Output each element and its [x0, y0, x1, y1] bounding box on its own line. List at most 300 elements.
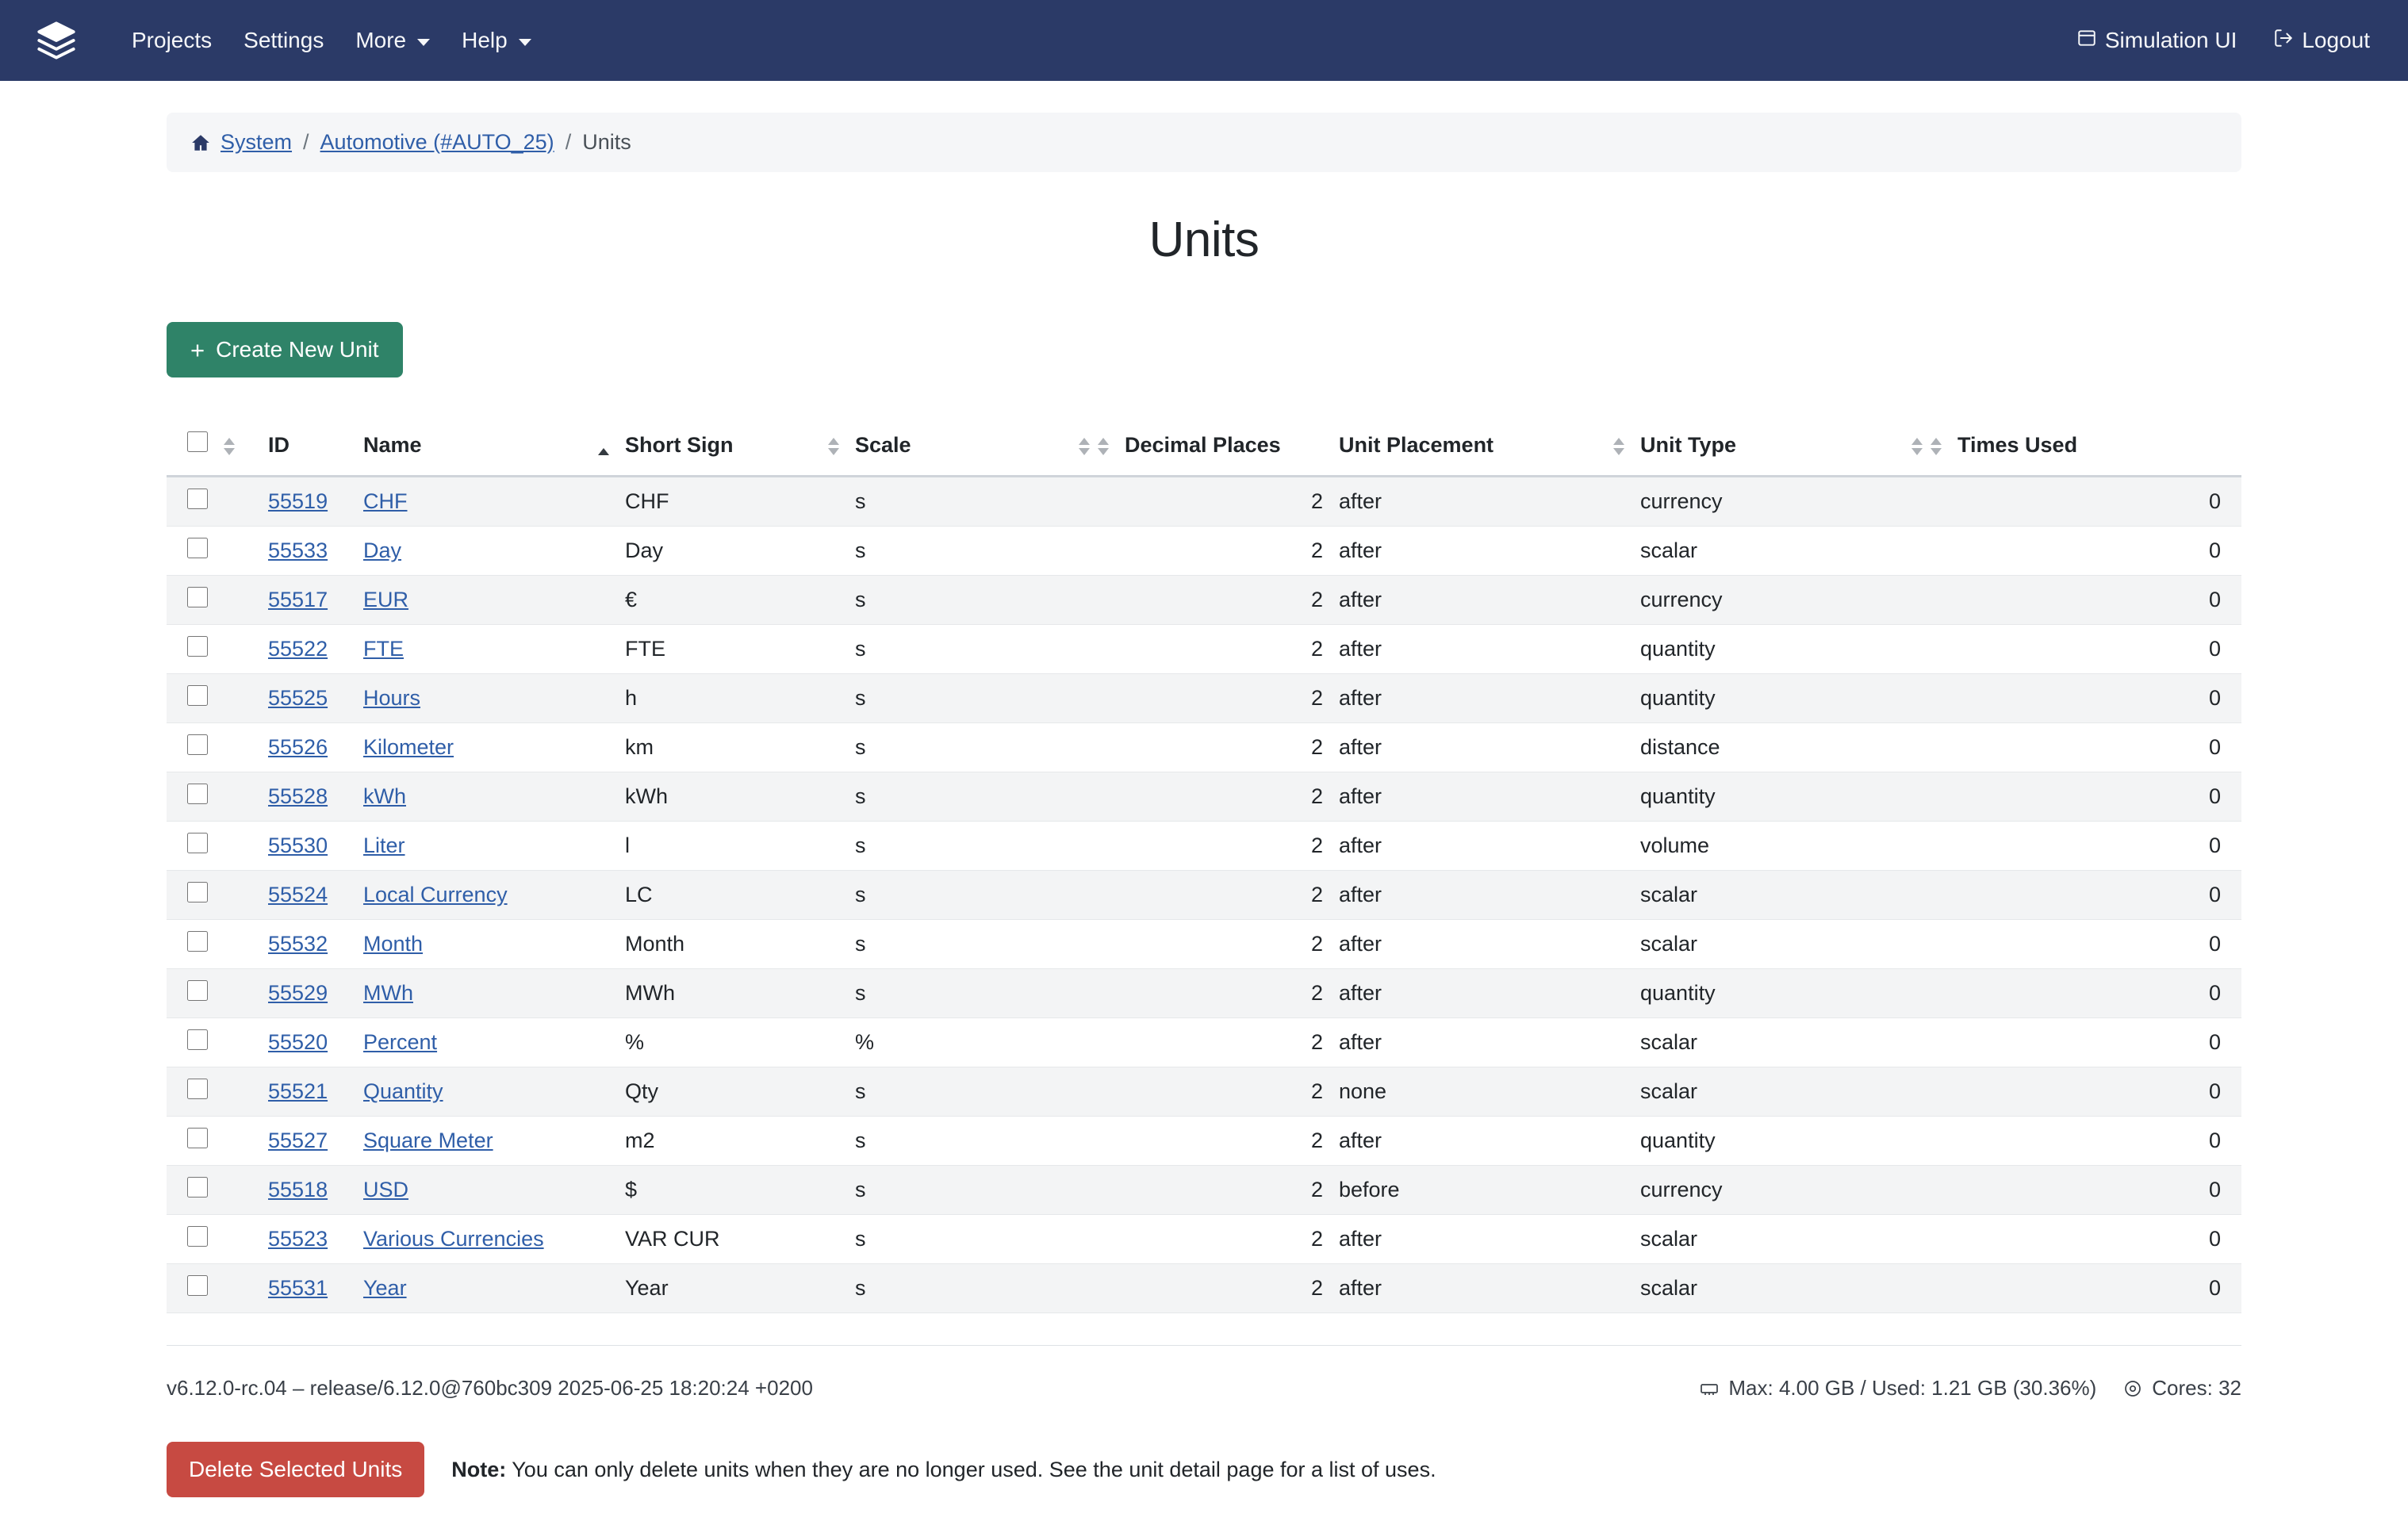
cell-id [260, 674, 355, 723]
sort-toggle-icon[interactable] [1911, 438, 1923, 455]
cell-unit-type: quantity [1632, 674, 1950, 723]
unit-name-link[interactable]: Month [363, 932, 424, 956]
cell-unit-placement: after [1331, 1215, 1632, 1264]
table-row [167, 969, 2241, 1018]
unit-name-link[interactable]: kWh [363, 784, 406, 808]
cell-unit-placement: after [1331, 1264, 1632, 1313]
cell-unit-type: quantity [1632, 969, 1950, 1018]
header-select-all [167, 417, 216, 477]
cell-scale: s [847, 871, 1117, 920]
unit-name-link[interactable]: Local Currency [363, 883, 508, 906]
cell-id [260, 1018, 355, 1067]
header-unit-type-label: Unit Type [1640, 433, 1736, 457]
table-row [167, 822, 2241, 871]
cell-decimal-places: 2 [1117, 527, 1331, 576]
delete-selected-units-button[interactable]: Delete Selected Units [167, 1442, 424, 1497]
cell-scale: s [847, 1264, 1117, 1313]
unit-name-link[interactable]: Day [363, 538, 402, 562]
cell-unit-placement: after [1331, 1018, 1632, 1067]
cell-id [260, 477, 355, 527]
cell-short-sign: m2 [617, 1117, 847, 1166]
row-select-cell [167, 1117, 216, 1166]
row-checkbox[interactable] [187, 1177, 208, 1198]
cell-id [260, 1166, 355, 1215]
row-spacer-cell [216, 527, 260, 576]
unit-id-link[interactable]: 55522 [268, 637, 328, 661]
row-select-cell [167, 1215, 216, 1264]
cell-unit-type: scalar [1632, 1018, 1950, 1067]
row-spacer-cell [216, 625, 260, 674]
cell-scale: s [847, 723, 1117, 772]
breadcrumb-separator: / [565, 130, 572, 154]
row-select-cell [167, 822, 216, 871]
row-select-cell [167, 723, 216, 772]
cell-short-sign: % [617, 1018, 847, 1067]
cell-decimal-places: 2 [1117, 1117, 1331, 1166]
memory-icon [1700, 1379, 1719, 1398]
footer-version: v6.12.0-rc.04 – release/6.12.0@760bc309 2025-06-25 18:20:24 +0200 [167, 1376, 813, 1400]
page-container [0, 113, 2408, 1401]
cell-short-sign: VAR CUR [617, 1215, 847, 1264]
cell-scale: % [847, 1018, 1117, 1067]
cell-unit-type: currency [1632, 477, 1950, 527]
footer-memory-text: Max: 4.00 GB / Used: 1.21 GB (30.36%) [1728, 1376, 2097, 1400]
cell-name [355, 674, 617, 723]
cell-unit-type: scalar [1632, 1215, 1950, 1264]
cell-times-used: 0 [1950, 1018, 2241, 1067]
cell-unit-type: scalar [1632, 1067, 1950, 1117]
plus-icon: + [190, 335, 205, 364]
cell-short-sign: $ [617, 1166, 847, 1215]
unit-id-link[interactable]: 55533 [268, 538, 328, 562]
cell-decimal-places: 2 [1117, 822, 1331, 871]
cell-times-used: 0 [1950, 1264, 2241, 1313]
nav-link-logout-label: Logout [2302, 28, 2370, 52]
row-checkbox[interactable] [187, 931, 208, 952]
row-checkbox[interactable] [187, 1079, 208, 1099]
cell-id [260, 969, 355, 1018]
header-times-used-label: Times Used [1957, 433, 2078, 457]
cell-scale: s [847, 1117, 1117, 1166]
nav-link-help-label: Help [462, 28, 508, 52]
header-decimal-places[interactable] [1117, 417, 1331, 477]
delete-note-label: Note: [451, 1457, 507, 1481]
cell-scale: s [847, 920, 1117, 969]
cell-id [260, 920, 355, 969]
row-checkbox[interactable] [187, 980, 208, 1001]
row-spacer-cell [216, 674, 260, 723]
cell-short-sign: FTE [617, 625, 847, 674]
sort-toggle-icon[interactable] [828, 438, 839, 455]
cell-times-used: 0 [1950, 1215, 2241, 1264]
unit-id-link[interactable]: 55531 [268, 1276, 328, 1300]
nav-right-group [2072, 20, 2375, 62]
cell-times-used: 0 [1950, 871, 2241, 920]
row-spacer-cell [216, 871, 260, 920]
header-name-label: Name [363, 433, 422, 457]
unit-id-link[interactable]: 55518 [268, 1178, 328, 1201]
cell-short-sign: h [617, 674, 847, 723]
create-new-unit-button[interactable] [167, 322, 403, 377]
row-select-cell [167, 1018, 216, 1067]
cell-id [260, 822, 355, 871]
cell-decimal-places: 2 [1117, 1264, 1331, 1313]
row-spacer-cell [216, 576, 260, 625]
cell-short-sign: kWh [617, 772, 847, 822]
unit-name-link[interactable]: Various Currencies [363, 1227, 544, 1251]
cell-unit-type: distance [1632, 723, 1950, 772]
unit-name-link[interactable]: MWh [363, 981, 413, 1005]
header-short-sign-label: Short Sign [625, 433, 734, 457]
row-spacer-cell [216, 772, 260, 822]
cell-name [355, 822, 617, 871]
cell-unit-placement: after [1331, 527, 1632, 576]
header-scale[interactable] [847, 417, 1117, 477]
cell-short-sign: LC [617, 871, 847, 920]
logout-icon [2273, 28, 2294, 54]
row-spacer-cell [216, 822, 260, 871]
table-row [167, 723, 2241, 772]
header-decimal-places-label: Decimal Places [1125, 433, 1281, 457]
cell-times-used: 0 [1950, 772, 2241, 822]
row-spacer-cell [216, 1215, 260, 1264]
cell-scale: s [847, 625, 1117, 674]
cell-unit-type: quantity [1632, 1117, 1950, 1166]
cell-unit-type: scalar [1632, 920, 1950, 969]
cell-scale: s [847, 527, 1117, 576]
nav-link-simulation-ui[interactable] [2072, 20, 2242, 62]
row-select-cell [167, 576, 216, 625]
footer-cores [2123, 1376, 2241, 1401]
bottom-action-bar-container [0, 1401, 2408, 1529]
cell-name [355, 920, 617, 969]
footer-memory [1700, 1376, 2096, 1401]
table-header-row [167, 417, 2241, 477]
cell-decimal-places: 2 [1117, 1166, 1331, 1215]
cell-decimal-places: 2 [1117, 969, 1331, 1018]
cell-short-sign: Day [617, 527, 847, 576]
row-select-cell [167, 1166, 216, 1215]
cell-name [355, 477, 617, 527]
row-select-cell [167, 674, 216, 723]
unit-id-link[interactable]: 55520 [268, 1030, 328, 1054]
row-checkbox[interactable] [187, 833, 208, 853]
cell-decimal-places: 2 [1117, 625, 1331, 674]
cell-unit-placement: after [1331, 723, 1632, 772]
cell-id [260, 527, 355, 576]
breadcrumb [167, 113, 2241, 172]
unit-name-link[interactable]: Square Meter [363, 1129, 493, 1152]
delete-note [451, 1458, 1436, 1482]
chevron-down-icon [417, 39, 430, 46]
unit-id-link[interactable]: 55528 [268, 784, 328, 808]
cell-times-used: 0 [1950, 920, 2241, 969]
table-row [167, 1215, 2241, 1264]
row-select-cell [167, 969, 216, 1018]
row-spacer-cell [216, 920, 260, 969]
unit-name-link[interactable]: Hours [363, 686, 421, 710]
cell-name [355, 1166, 617, 1215]
cell-id [260, 1067, 355, 1117]
cell-unit-placement: before [1331, 1166, 1632, 1215]
table-row [167, 772, 2241, 822]
cell-name [355, 1264, 617, 1313]
unit-id-link[interactable]: 55517 [268, 588, 328, 611]
row-spacer-cell [216, 1018, 260, 1067]
cell-name [355, 625, 617, 674]
header-short-sign[interactable] [617, 417, 847, 477]
cell-unit-placement: after [1331, 477, 1632, 527]
unit-id-link[interactable]: 55532 [268, 932, 328, 956]
row-spacer-cell [216, 1166, 260, 1215]
cell-unit-placement: after [1331, 772, 1632, 822]
row-spacer-cell [216, 477, 260, 527]
cell-unit-placement: none [1331, 1067, 1632, 1117]
header-unit-placement-label: Unit Placement [1339, 433, 1494, 457]
cell-decimal-places: 2 [1117, 477, 1331, 527]
cell-short-sign: l [617, 822, 847, 871]
unit-id-link[interactable]: 55523 [268, 1227, 328, 1251]
row-checkbox[interactable] [187, 538, 208, 558]
home-icon [190, 132, 211, 153]
nav-link-more[interactable] [339, 20, 446, 61]
cell-unit-placement: after [1331, 1117, 1632, 1166]
unit-id-link[interactable]: 55521 [268, 1079, 328, 1103]
nav-link-projects[interactable] [116, 20, 228, 61]
cell-times-used: 0 [1950, 822, 2241, 871]
cell-unit-placement: after [1331, 625, 1632, 674]
cell-scale: s [847, 1067, 1117, 1117]
top-navbar [0, 0, 2408, 81]
cell-id [260, 1215, 355, 1264]
footer [167, 1346, 2241, 1401]
cell-id [260, 1264, 355, 1313]
layers-logo-icon[interactable] [33, 17, 79, 63]
cell-scale: s [847, 1215, 1117, 1264]
unit-name-link[interactable]: Quantity [363, 1079, 443, 1103]
table-row [167, 1166, 2241, 1215]
unit-name-link[interactable]: Kilometer [363, 735, 454, 759]
nav-link-settings[interactable] [228, 20, 339, 61]
nav-link-simulation-ui-label: Simulation UI [2104, 28, 2237, 52]
row-spacer-cell [216, 1067, 260, 1117]
unit-id-link[interactable]: 55530 [268, 833, 328, 857]
cell-scale: s [847, 576, 1117, 625]
row-spacer-cell [216, 723, 260, 772]
sort-toggle-icon[interactable] [1098, 438, 1109, 455]
nav-link-settings-label: Settings [243, 28, 324, 52]
unit-id-link[interactable]: 55524 [268, 883, 328, 906]
header-name[interactable] [355, 417, 617, 477]
unit-id-link[interactable]: 55525 [268, 686, 328, 710]
row-select-cell [167, 477, 216, 527]
row-checkbox[interactable] [187, 1128, 208, 1148]
row-checkbox[interactable] [187, 685, 208, 706]
cell-unit-type: scalar [1632, 1264, 1950, 1313]
cell-scale: s [847, 772, 1117, 822]
row-checkbox[interactable] [187, 882, 208, 902]
cell-name [355, 723, 617, 772]
cell-unit-placement: after [1331, 969, 1632, 1018]
row-checkbox[interactable] [187, 1275, 208, 1296]
cell-decimal-places: 2 [1117, 772, 1331, 822]
cell-name [355, 969, 617, 1018]
row-select-cell [167, 871, 216, 920]
header-id[interactable] [260, 417, 355, 477]
cell-short-sign: Qty [617, 1067, 847, 1117]
cell-id [260, 723, 355, 772]
sort-toggle-icon[interactable] [1079, 438, 1090, 455]
cell-name [355, 576, 617, 625]
row-checkbox[interactable] [187, 1226, 208, 1247]
unit-id-link[interactable]: 55527 [268, 1129, 328, 1152]
row-checkbox[interactable] [187, 784, 208, 804]
cell-times-used: 0 [1950, 969, 2241, 1018]
cell-name [355, 871, 617, 920]
create-new-unit-label: Create New Unit [216, 337, 379, 362]
cell-scale: s [847, 674, 1117, 723]
sort-toggle-icon[interactable] [224, 438, 235, 455]
table-row [167, 871, 2241, 920]
unit-id-link[interactable]: 55519 [268, 489, 328, 513]
units-table [167, 417, 2241, 1313]
row-select-cell [167, 920, 216, 969]
units-table-body [167, 477, 2241, 1313]
cell-unit-type: scalar [1632, 871, 1950, 920]
cell-times-used: 0 [1950, 723, 2241, 772]
cell-scale: s [847, 477, 1117, 527]
cell-times-used: 0 [1950, 1117, 2241, 1166]
cell-decimal-places: 2 [1117, 1215, 1331, 1264]
breadcrumb-item-system[interactable]: System [220, 130, 293, 154]
row-select-cell [167, 1067, 216, 1117]
sort-asc-icon[interactable] [598, 448, 609, 455]
cell-unit-placement: after [1331, 920, 1632, 969]
nav-link-logout[interactable] [2268, 20, 2375, 62]
cell-decimal-places: 2 [1117, 1067, 1331, 1117]
unit-id-link[interactable]: 55529 [268, 981, 328, 1005]
window-icon [2076, 28, 2097, 54]
cell-decimal-places: 2 [1117, 723, 1331, 772]
cell-short-sign: Year [617, 1264, 847, 1313]
row-checkbox[interactable] [187, 587, 208, 607]
nav-link-help[interactable] [446, 20, 547, 61]
unit-name-link[interactable]: EUR [363, 588, 409, 611]
cell-unit-type: quantity [1632, 772, 1950, 822]
delete-note-text: You can only delete units when they are no longer used. See the unit detail page for a list of uses. [512, 1457, 1436, 1481]
row-checkbox[interactable] [187, 1029, 208, 1050]
table-row [167, 1067, 2241, 1117]
row-checkbox[interactable] [187, 489, 208, 509]
cell-name [355, 772, 617, 822]
row-checkbox[interactable] [187, 734, 208, 755]
breadcrumb-separator: / [303, 130, 309, 154]
header-row-sort [216, 417, 260, 477]
cell-times-used: 0 [1950, 477, 2241, 527]
nav-link-projects-label: Projects [132, 28, 213, 52]
table-row [167, 674, 2241, 723]
table-row [167, 625, 2241, 674]
cell-decimal-places: 2 [1117, 674, 1331, 723]
cell-short-sign: Month [617, 920, 847, 969]
cell-name [355, 1117, 617, 1166]
cell-unit-placement: after [1331, 576, 1632, 625]
cell-decimal-places: 2 [1117, 576, 1331, 625]
table-row [167, 477, 2241, 527]
cell-unit-type: scalar [1632, 527, 1950, 576]
table-row [167, 1264, 2241, 1313]
header-unit-type[interactable] [1632, 417, 1950, 477]
breadcrumb-item-current: Units [582, 130, 631, 154]
footer-status-group [1700, 1376, 2241, 1401]
cell-name [355, 1018, 617, 1067]
units-table-head [167, 417, 2241, 477]
bottom-action-bar [167, 1401, 2241, 1529]
row-select-cell [167, 772, 216, 822]
cell-id [260, 1117, 355, 1166]
cell-id [260, 871, 355, 920]
cell-decimal-places: 2 [1117, 871, 1331, 920]
page-title: Units [1148, 213, 1260, 267]
unit-name-link[interactable]: Year [363, 1276, 407, 1300]
cell-id [260, 772, 355, 822]
unit-name-link[interactable]: Liter [363, 833, 405, 857]
cell-name [355, 1215, 617, 1264]
cell-times-used: 0 [1950, 625, 2241, 674]
cell-decimal-places: 2 [1117, 920, 1331, 969]
cell-short-sign: km [617, 723, 847, 772]
cell-unit-type: currency [1632, 1166, 1950, 1215]
cell-unit-type: currency [1632, 576, 1950, 625]
unit-name-link[interactable]: FTE [363, 637, 404, 661]
header-times-used[interactable] [1950, 417, 2241, 477]
header-scale-label: Scale [855, 433, 911, 457]
row-spacer-cell [216, 1117, 260, 1166]
cell-name [355, 1067, 617, 1117]
cell-decimal-places: 2 [1117, 1018, 1331, 1067]
cell-id [260, 576, 355, 625]
row-select-cell [167, 1264, 216, 1313]
unit-name-link[interactable]: Percent [363, 1030, 438, 1054]
cell-unit-placement: after [1331, 674, 1632, 723]
cell-name [355, 527, 617, 576]
cell-scale: s [847, 969, 1117, 1018]
unit-name-link[interactable]: CHF [363, 489, 408, 513]
cell-scale: s [847, 822, 1117, 871]
cell-times-used: 0 [1950, 576, 2241, 625]
footer-cores-text: Cores: 32 [2152, 1376, 2241, 1400]
table-row [167, 576, 2241, 625]
header-id-label: ID [268, 433, 289, 457]
cpu-icon [2123, 1379, 2142, 1398]
sort-toggle-icon[interactable] [1931, 438, 1942, 455]
header-unit-placement[interactable] [1331, 417, 1632, 477]
chevron-down-icon [519, 39, 531, 46]
row-select-cell [167, 527, 216, 576]
cell-short-sign: MWh [617, 969, 847, 1018]
unit-id-link[interactable]: 55526 [268, 735, 328, 759]
row-checkbox[interactable] [187, 636, 208, 657]
cell-unit-type: quantity [1632, 625, 1950, 674]
breadcrumb-item-project[interactable]: Automotive (#AUTO_25) [320, 130, 554, 154]
table-row [167, 527, 2241, 576]
cell-unit-type: volume [1632, 822, 1950, 871]
unit-name-link[interactable]: USD [363, 1178, 409, 1201]
table-row [167, 1018, 2241, 1067]
select-all-checkbox[interactable] [187, 431, 208, 452]
sort-toggle-icon[interactable] [1613, 438, 1624, 455]
row-spacer-cell [216, 1264, 260, 1313]
